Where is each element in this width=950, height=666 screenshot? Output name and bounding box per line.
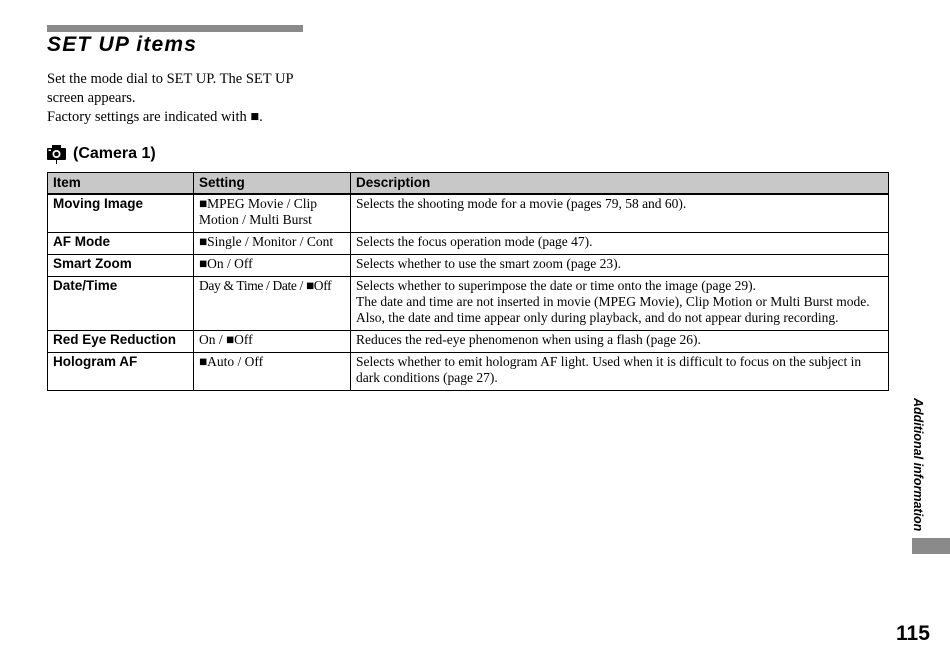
table-row — [48, 352, 889, 390]
header-item: Item — [48, 173, 194, 195]
setting-value: On / ■Off — [194, 330, 351, 352]
table-row — [48, 194, 889, 232]
table-row — [48, 232, 889, 254]
title-rule — [47, 25, 303, 32]
item-name: Moving Image — [48, 194, 194, 232]
section-label: (Camera 1) — [73, 145, 156, 162]
intro-line: Set the mode dial to SET UP. The SET UP — [47, 71, 294, 87]
item-name: Date/Time — [48, 276, 194, 330]
item-name: Smart Zoom — [48, 254, 194, 276]
intro-text — [47, 70, 317, 127]
setting-value: Day & Time / Date / ■Off — [194, 276, 351, 330]
table-row — [48, 276, 889, 330]
description: Reduces the red-eye phenomenon when using a flash (page 26). — [351, 330, 889, 352]
intro-line: screen appears. — [47, 90, 136, 106]
description: Selects the shooting mode for a movie (pages 79, 58 and 60). — [351, 194, 889, 232]
table-row — [48, 330, 889, 352]
table-header-row — [48, 173, 889, 195]
side-tab-marker — [912, 538, 950, 554]
description: Selects whether to use the smart zoom (page 23). — [351, 254, 889, 276]
description: Selects whether to superimpose the date or time onto the image (page 29). The date and time are not inserted in movie (MPEG Movie), Clip Motion or Multi Burst mode. Also, the date and time appear only during playback, and do not appear during recording. — [351, 276, 889, 330]
page-title: SET UP items — [47, 33, 198, 56]
setup-items-table — [47, 172, 889, 391]
camera-icon — [47, 144, 66, 164]
table-row — [48, 254, 889, 276]
description: Selects whether to emit hologram AF light. Used when it is difficult to focus on the subject in dark conditions (page 27). — [351, 352, 889, 390]
side-section-label — [909, 398, 929, 530]
side-section-text: Additional information — [911, 398, 925, 532]
header-description: Description — [351, 173, 889, 195]
setting-value: ■On / Off — [194, 254, 351, 276]
page-number: 115 — [896, 622, 930, 645]
description: Selects the focus operation mode (page 47). — [351, 232, 889, 254]
item-name: AF Mode — [48, 232, 194, 254]
item-name: Red Eye Reduction — [48, 330, 194, 352]
setting-value: ■MPEG Movie / Clip Motion / Multi Burst — [194, 194, 351, 232]
intro-line: Factory settings are indicated with ■. — [47, 109, 263, 125]
setting-value: ■Auto / Off — [194, 352, 351, 390]
header-setting: Setting — [194, 173, 351, 195]
setting-value: ■Single / Monitor / Cont — [194, 232, 351, 254]
item-name: Hologram AF — [48, 352, 194, 390]
section-heading — [47, 144, 156, 164]
